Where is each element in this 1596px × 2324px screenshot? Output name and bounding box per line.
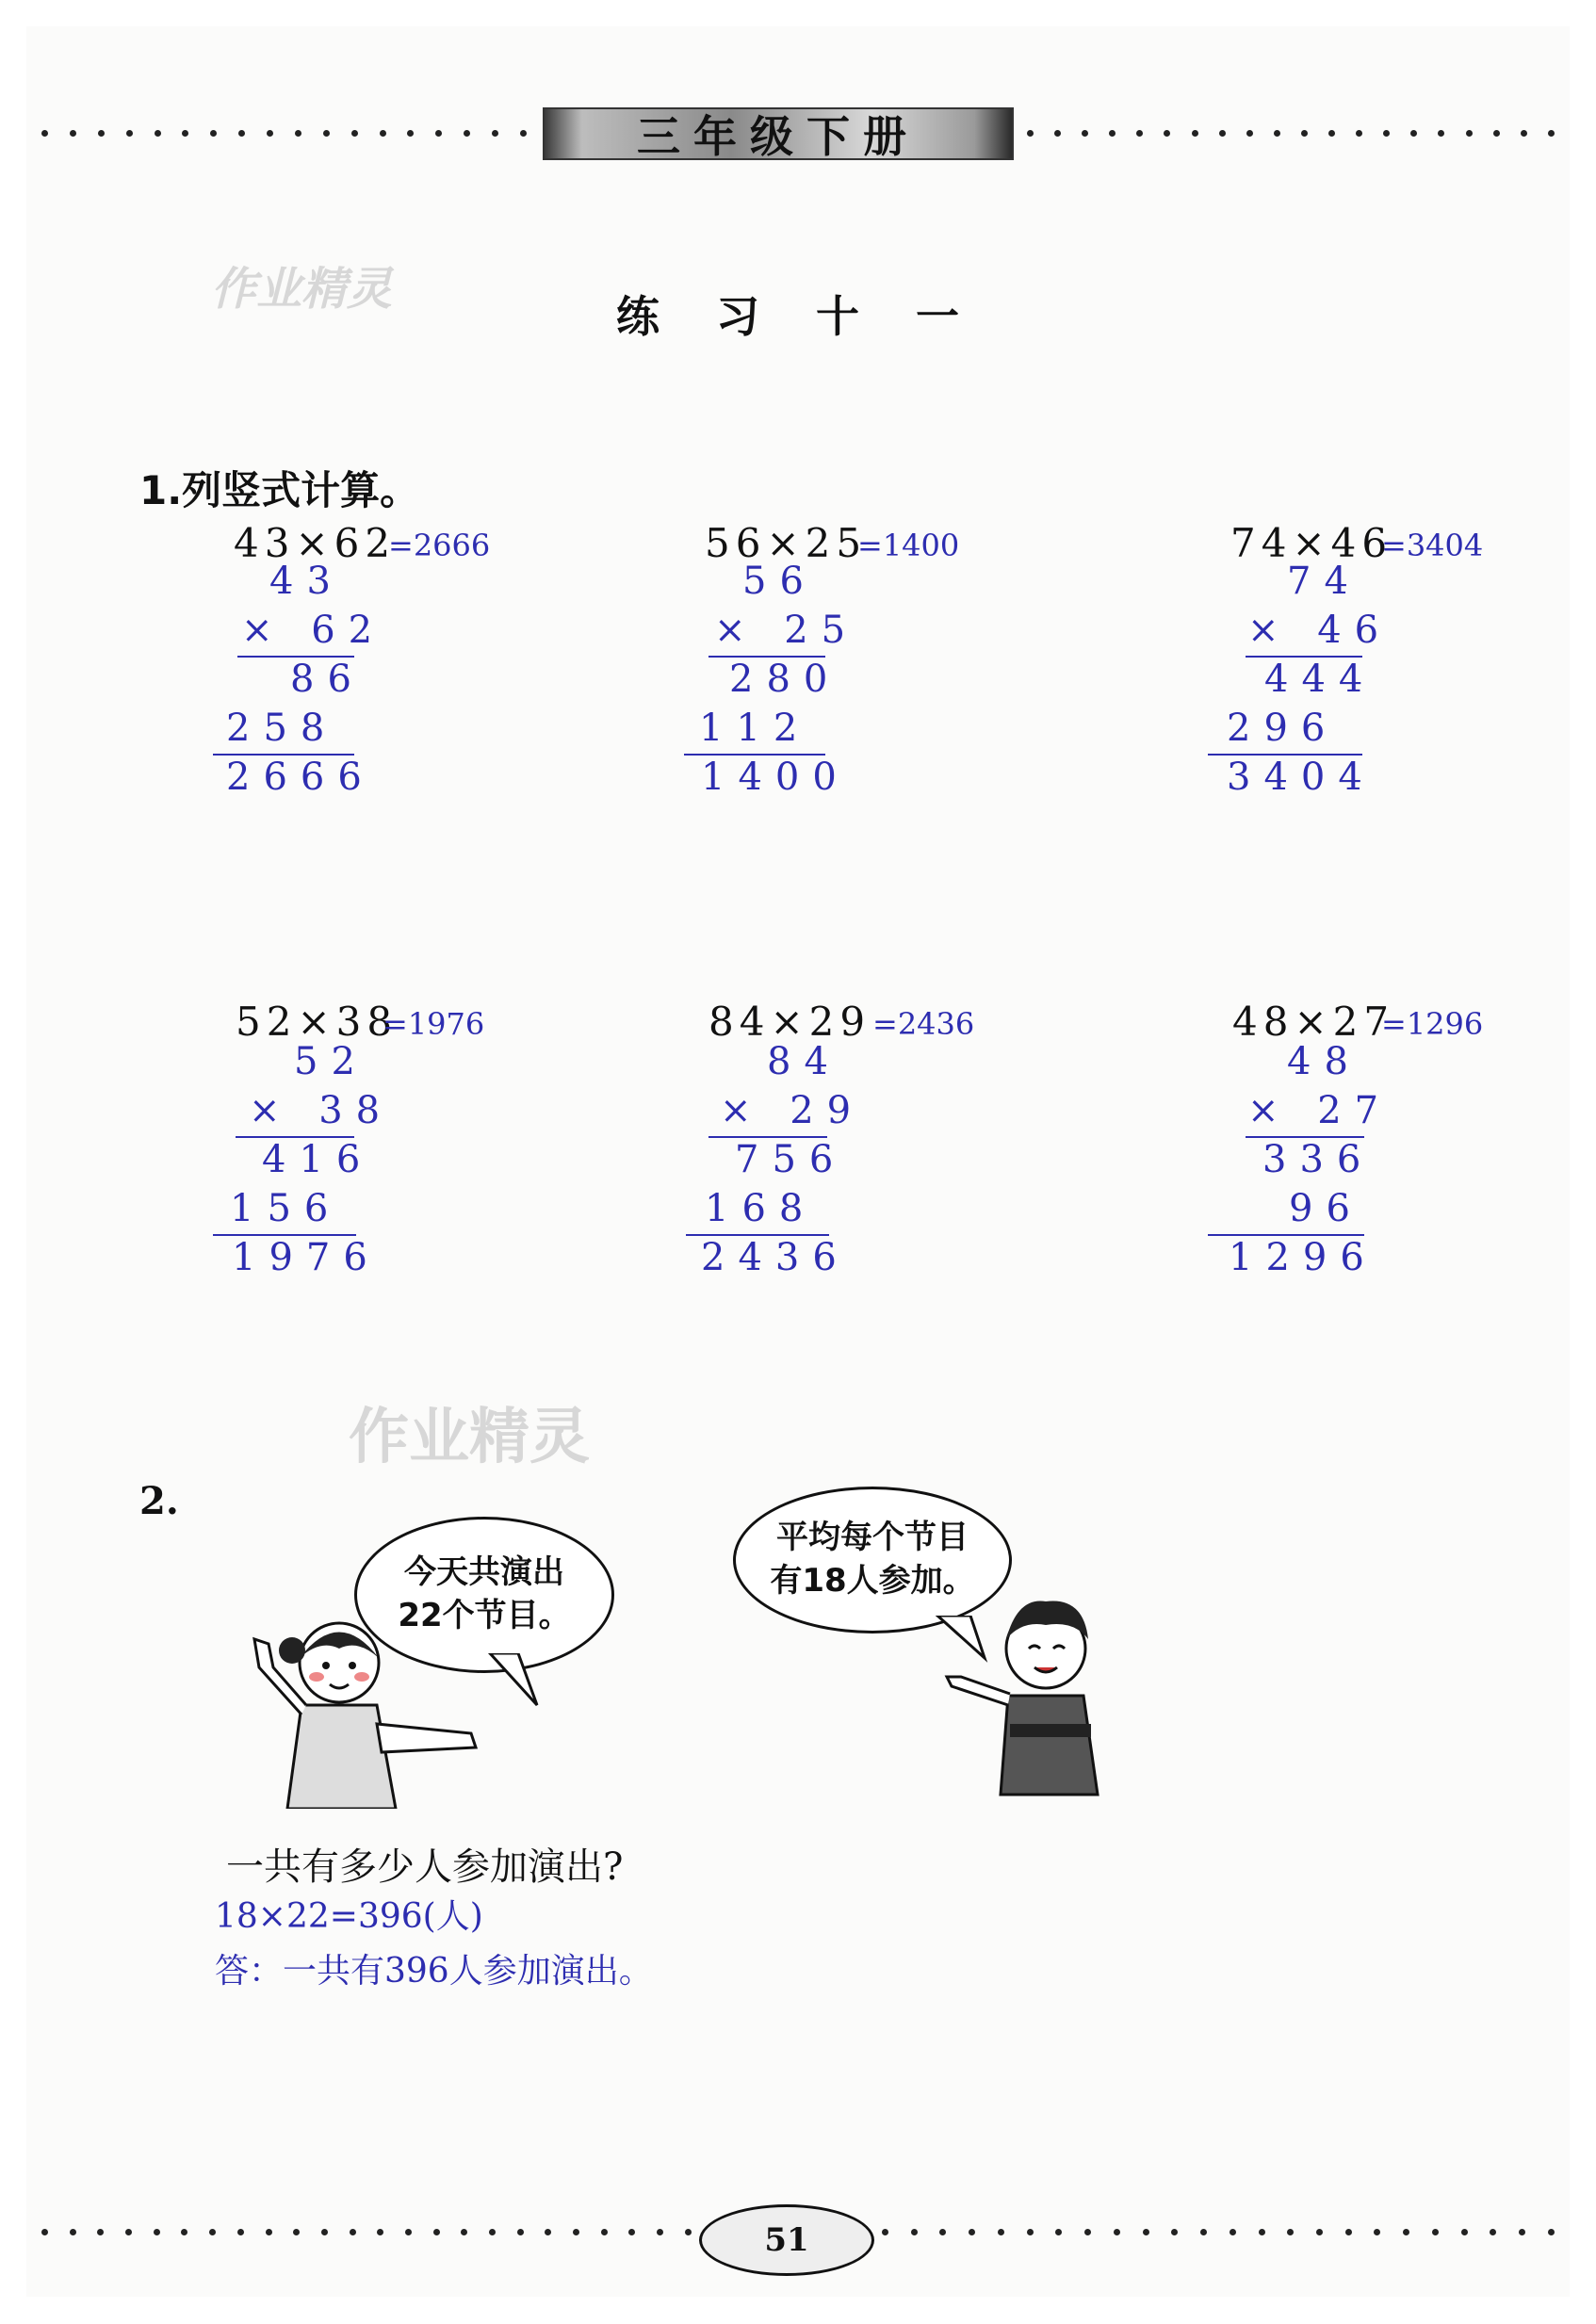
header-dots-right <box>1027 126 1555 139</box>
bubble-line: 22个节目。 <box>398 1597 571 1634</box>
vertical-top: 74 <box>1287 560 1361 603</box>
partial-2: 96 <box>1289 1187 1363 1230</box>
partial-1: 86 <box>290 658 365 701</box>
partial-2: 168 <box>705 1187 817 1230</box>
partial-2: 258 <box>226 707 338 750</box>
girl-illustration <box>236 1611 490 1809</box>
question-2-text: 一共有多少人参加演出? <box>226 1845 624 1889</box>
header-dots-left <box>41 126 527 139</box>
question-2-label: 2. <box>139 1479 179 1523</box>
problem-expression: 74×46 <box>1230 520 1393 566</box>
problem-expression: 52×38 <box>236 999 399 1045</box>
product-sum: 3404 <box>1227 756 1376 799</box>
vertical-top: 43 <box>269 560 344 603</box>
problem-expression: 43×62 <box>234 520 397 566</box>
vertical-top: 48 <box>1287 1040 1361 1083</box>
bubble-line: 有18人参加。 <box>770 1562 975 1600</box>
problem-result: =2436 <box>872 1006 975 1042</box>
problem-result: =1400 <box>857 528 960 563</box>
problem-result: =1976 <box>383 1006 485 1042</box>
product-sum: 1976 <box>232 1236 381 1279</box>
footer-dots-left <box>41 2225 692 2238</box>
product-sum: 2666 <box>226 756 375 799</box>
vertical-top: 84 <box>767 1040 841 1083</box>
vertical-multiplier: × 46 <box>1247 609 1392 652</box>
problem-result: =3404 <box>1381 528 1484 563</box>
answer-calculation: 18×22=396(人) <box>215 1897 483 1936</box>
question-1-label: 1.列竖式计算。 <box>139 467 420 513</box>
page-title: 练 习 十 一 <box>615 291 981 342</box>
vertical-top: 56 <box>742 560 817 603</box>
partial-1: 336 <box>1262 1138 1375 1181</box>
page-number <box>699 2204 874 2276</box>
vertical-multiplier: × 38 <box>249 1089 394 1132</box>
grade-title: 三年级下册 <box>637 111 920 162</box>
vertical-multiplier: × 25 <box>714 609 859 652</box>
bubble-line: 今天共演出 <box>404 1553 564 1592</box>
product-sum: 1400 <box>701 756 850 799</box>
partial-2: 296 <box>1227 707 1339 750</box>
page-number-text: 51 <box>764 2221 809 2259</box>
problem-expression: 84×29 <box>708 999 871 1045</box>
watermark-2: 作业精灵 <box>349 1403 590 1472</box>
partial-1: 416 <box>262 1138 374 1181</box>
partial-1: 444 <box>1264 658 1376 701</box>
bubble-line: 平均每个节目 <box>776 1519 969 1557</box>
header-banner <box>543 107 1014 160</box>
answer-statement: 答：一共有396人参加演出。 <box>215 1952 653 1991</box>
vertical-multiplier: × 27 <box>1247 1089 1392 1132</box>
vertical-multiplier: × 29 <box>720 1089 865 1132</box>
partial-2: 156 <box>230 1187 342 1230</box>
boy-illustration <box>942 1583 1131 1799</box>
problem-expression: 56×25 <box>705 520 868 566</box>
product-sum: 1296 <box>1229 1236 1377 1279</box>
product-sum: 2436 <box>701 1236 850 1279</box>
vertical-multiplier: × 62 <box>241 609 386 652</box>
vertical-top: 52 <box>294 1040 368 1083</box>
watermark: 作业精灵 <box>211 263 393 316</box>
partial-1: 756 <box>735 1138 847 1181</box>
footer-dots-right <box>882 2225 1555 2238</box>
problem-expression: 48×27 <box>1232 999 1395 1045</box>
problem-result: =2666 <box>388 528 491 563</box>
partial-1: 280 <box>729 658 841 701</box>
problem-result: =1296 <box>1381 1006 1484 1042</box>
partial-2: 112 <box>699 707 811 750</box>
